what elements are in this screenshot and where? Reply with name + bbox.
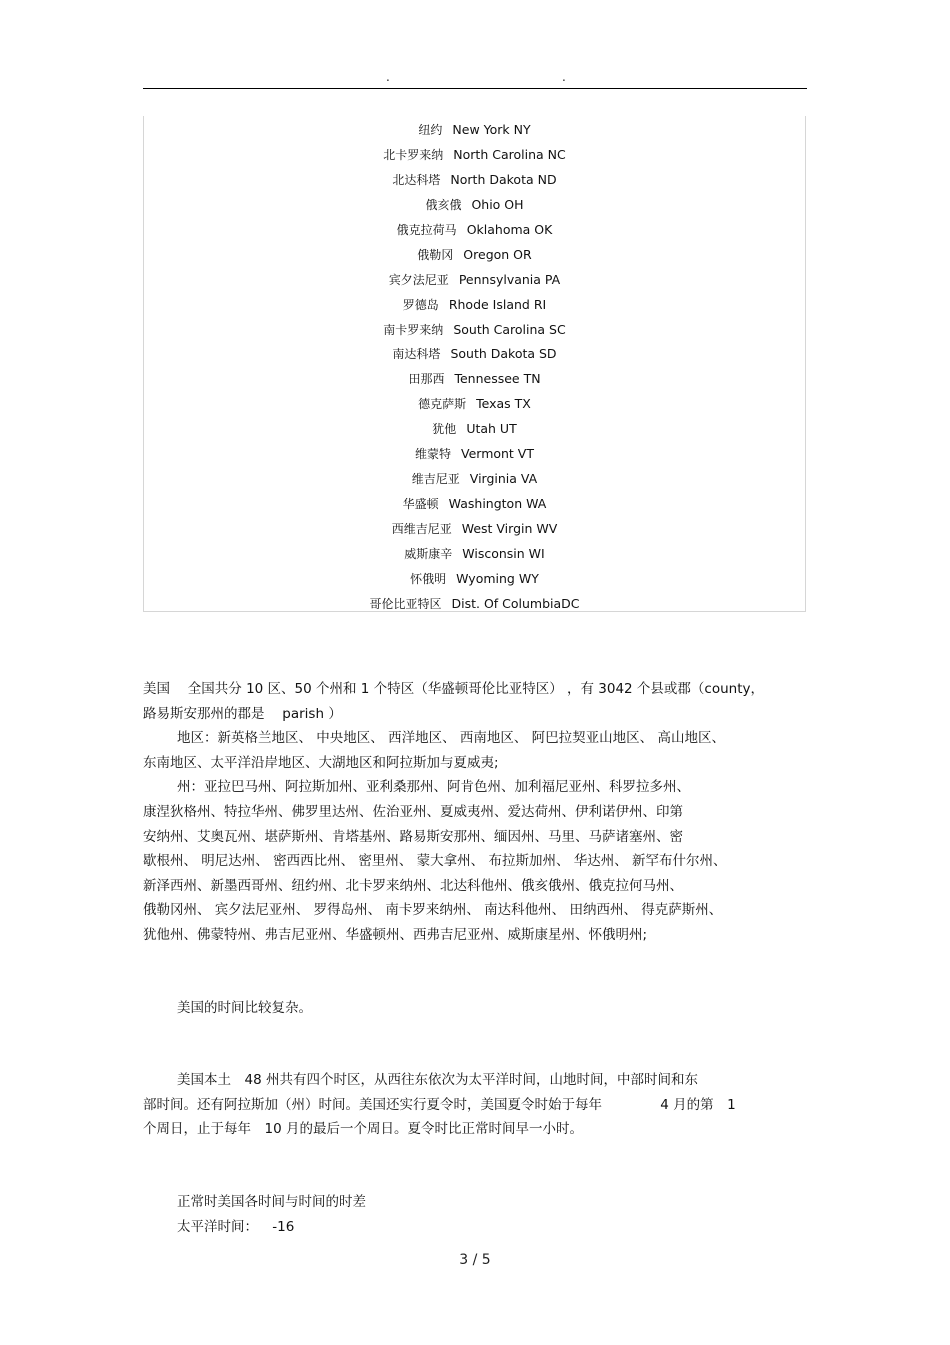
state-english-name: Ohio OH bbox=[471, 196, 524, 212]
state-english-name: Wyoming WY bbox=[456, 570, 539, 586]
states-line-6: 俄勒冈州、 宾夕法尼亚州、 罗得岛州、 南卡罗来纳州、 南达科他州、 田纳西州、 得克萨斯州、 bbox=[143, 902, 723, 919]
states-line-1: 州：亚拉巴马州、阿拉斯加州、亚利桑那州、阿肯色州、加利福尼亚州、科罗拉多州、 bbox=[177, 779, 690, 796]
state-chinese-name: 北达科塔 bbox=[392, 172, 441, 187]
state-chinese-name: 华盛顿 bbox=[402, 497, 439, 512]
page-header bbox=[0, 70, 950, 86]
state-row bbox=[144, 143, 805, 168]
state-english-name: North Dakota ND bbox=[450, 171, 557, 187]
state-row bbox=[144, 492, 805, 517]
states-line-3: 安纳州、艾奥瓦州、堪萨斯州、肯塔基州、路易斯安那州、缅因州、马里、马萨诸塞州、密 bbox=[143, 828, 683, 845]
state-row bbox=[144, 467, 805, 492]
state-row bbox=[144, 367, 805, 392]
state-row bbox=[144, 168, 805, 193]
state-chinese-name: 怀俄明 bbox=[410, 571, 447, 586]
state-chinese-name: 南达科塔 bbox=[392, 347, 441, 362]
state-row bbox=[144, 592, 805, 617]
overview-line-2: 路易斯安那州的郡是 parish ） bbox=[143, 705, 342, 722]
state-english-name: Utah UT bbox=[466, 421, 517, 437]
spacer bbox=[143, 1142, 808, 1190]
state-english-name: Oklahoma OK bbox=[466, 221, 553, 237]
time-zones-line-1: 美国本土 48 州共有四个时区，从西往东依次为太平洋时间，山地时间，中部时间和东 bbox=[177, 1072, 698, 1089]
state-chinese-name: 北卡罗来纳 bbox=[383, 147, 444, 162]
main-text bbox=[143, 677, 808, 1239]
state-chinese-name: 俄亥俄 bbox=[425, 197, 462, 212]
regions-line-1: 地区：新英格兰地区、 中央地区、 西洋地区、 西南地区、 阿巴拉契亚山地区、 高山地区、 bbox=[177, 730, 725, 747]
state-english-name: Washington WA bbox=[448, 496, 547, 512]
state-english-name: Dist. Of ColumbiaDC bbox=[451, 595, 580, 611]
state-row bbox=[144, 218, 805, 243]
state-english-name: South Dakota SD bbox=[450, 346, 557, 362]
state-chinese-name: 纽约 bbox=[418, 123, 443, 137]
state-row bbox=[144, 392, 805, 417]
states-line-4: 歇根州、 明尼达州、 密西西比州、 密里州、 蒙大拿州、 布拉斯加州、 华达州、 新罕布什尔州、 bbox=[143, 853, 727, 870]
states-line-5: 新泽西州、新墨西哥州、纽约州、北卡罗来纳州、北达科他州、俄亥俄州、俄克拉何马州、 bbox=[143, 877, 683, 894]
state-english-name: Virginia VA bbox=[469, 471, 538, 487]
pacific-time-value: -16 bbox=[272, 1218, 295, 1235]
state-chinese-name: 哥伦比亚特区 bbox=[369, 596, 442, 611]
pacific-time-label: 太平洋时间： bbox=[177, 1218, 258, 1235]
page-number: 3 / 5 bbox=[459, 1252, 491, 1268]
state-english-name: Rhode Island RI bbox=[448, 296, 547, 312]
overview-line-1: 美国 全国共分 10 区、50 个州和 1 个特区（华盛顿哥伦比亚特区） ，有 3042 个县或郡（county， bbox=[143, 681, 764, 697]
state-chinese-name: 宾夕法尼亚 bbox=[388, 272, 449, 287]
state-english-name: Pennsylvania PA bbox=[458, 271, 561, 287]
state-chinese-name: 威斯康辛 bbox=[404, 546, 453, 561]
state-row bbox=[144, 417, 805, 442]
state-english-name: North Carolina NC bbox=[453, 146, 566, 162]
state-abbreviation-table bbox=[143, 116, 806, 612]
state-chinese-name: 西维吉尼亚 bbox=[391, 522, 452, 536]
state-row bbox=[144, 567, 805, 592]
header-dot-left: . bbox=[386, 70, 390, 84]
state-chinese-name: 俄勒冈 bbox=[417, 247, 454, 262]
state-row bbox=[144, 342, 805, 367]
state-row bbox=[144, 542, 805, 567]
state-chinese-name: 犹他 bbox=[432, 422, 457, 437]
time-intro: 美国的时间比较复杂。 bbox=[177, 999, 312, 1016]
spacer bbox=[143, 948, 808, 996]
state-chinese-name: 南卡罗来纳 bbox=[383, 322, 444, 337]
state-row bbox=[144, 293, 805, 318]
header-rule bbox=[143, 88, 807, 89]
state-row bbox=[144, 193, 805, 218]
state-english-name: New York NY bbox=[452, 122, 531, 137]
state-chinese-name: 维蒙特 bbox=[414, 447, 451, 462]
state-row bbox=[144, 243, 805, 268]
time-zones-line-2: 部时间。还有阿拉斯加（州）时间。美国还实行夏令时，美国夏令时始于每年 4 月的第 1 bbox=[143, 1096, 736, 1113]
states-line-2: 康涅狄格州、特拉华州、佛罗里达州、佐治亚州、夏威夷州、爱达荷州、伊利诺伊州、印第 bbox=[143, 803, 683, 820]
state-chinese-name: 维吉尼亚 bbox=[411, 472, 460, 487]
state-english-name: Tennessee TN bbox=[454, 371, 541, 387]
state-row bbox=[144, 442, 805, 467]
regions-line-2: 东南地区、太平洋沿岸地区、大湖地区和阿拉斯加与夏威夷; bbox=[143, 754, 499, 771]
state-chinese-name: 德克萨斯 bbox=[418, 397, 467, 412]
state-english-name: Vermont VT bbox=[461, 446, 534, 462]
state-rows bbox=[144, 118, 805, 617]
state-chinese-name: 田那西 bbox=[408, 372, 445, 387]
state-row bbox=[144, 118, 805, 143]
state-english-name: South Carolina SC bbox=[453, 321, 566, 337]
state-chinese-name: 罗德岛 bbox=[402, 297, 439, 312]
header-dot-right: . bbox=[562, 70, 566, 84]
time-zones-line-3: 个周日，止于每年 10 月的最后一个周日。夏令时比正常时间早一小时。 bbox=[143, 1121, 583, 1138]
states-line-7: 犹他州、佛蒙特州、弗吉尼亚州、华盛顿州、西弗吉尼亚州、威斯康星州、怀俄明州; bbox=[143, 926, 648, 943]
state-english-name: Oregon OR bbox=[463, 246, 532, 262]
state-row bbox=[144, 517, 805, 542]
state-row bbox=[144, 318, 805, 343]
state-chinese-name: 俄克拉荷马 bbox=[396, 222, 457, 237]
pacific-time-row bbox=[143, 1215, 808, 1240]
time-diff-title: 正常时美国各时间与时间的时差 bbox=[177, 1193, 366, 1210]
state-row bbox=[144, 268, 805, 293]
state-english-name: Wisconsin WI bbox=[462, 545, 545, 561]
state-english-name: West Virgin WV bbox=[461, 521, 558, 536]
state-english-name: Texas TX bbox=[476, 396, 531, 412]
spacer bbox=[143, 1020, 808, 1068]
